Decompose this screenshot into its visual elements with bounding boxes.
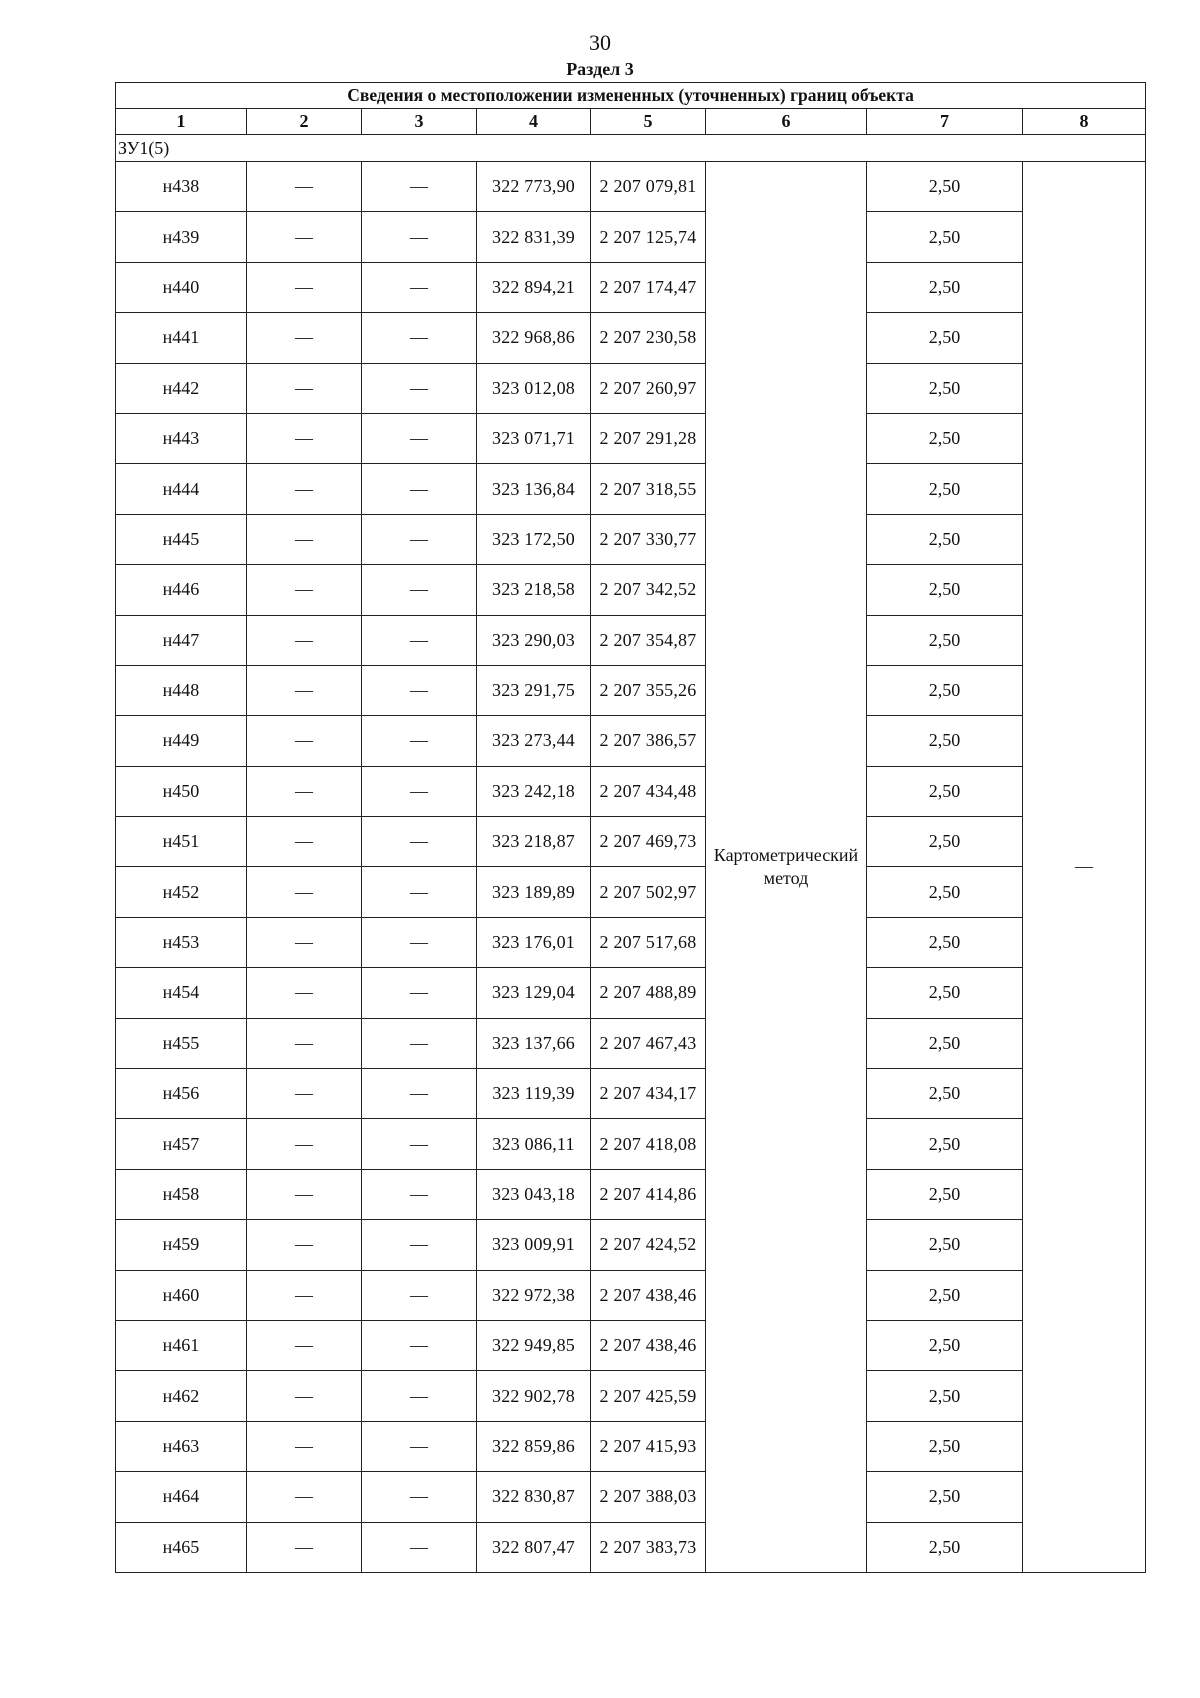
point-id-cell: н464 bbox=[116, 1472, 247, 1522]
table-row bbox=[116, 1119, 1146, 1169]
column-3-cell: — bbox=[362, 867, 477, 917]
y-coordinate-cell: 2 207 388,03 bbox=[591, 1472, 706, 1522]
accuracy-cell: 2,50 bbox=[867, 162, 1023, 212]
accuracy-cell: 2,50 bbox=[867, 917, 1023, 967]
column-header: 5 bbox=[591, 109, 706, 135]
column-2-cell: — bbox=[247, 615, 362, 665]
point-id-cell: н438 bbox=[116, 162, 247, 212]
y-coordinate-cell: 2 207 342,52 bbox=[591, 565, 706, 615]
y-coordinate-cell: 2 207 415,93 bbox=[591, 1421, 706, 1471]
accuracy-cell: 2,50 bbox=[867, 1522, 1023, 1572]
y-coordinate-cell: 2 207 355,26 bbox=[591, 665, 706, 715]
y-coordinate-cell: 2 207 438,46 bbox=[591, 1320, 706, 1370]
x-coordinate-cell: 323 176,01 bbox=[477, 917, 591, 967]
column-3-cell: — bbox=[362, 968, 477, 1018]
point-id-cell: н456 bbox=[116, 1069, 247, 1119]
y-coordinate-cell: 2 207 424,52 bbox=[591, 1220, 706, 1270]
y-coordinate-cell: 2 207 230,58 bbox=[591, 313, 706, 363]
y-coordinate-cell: 2 207 467,43 bbox=[591, 1018, 706, 1068]
table-row bbox=[116, 1169, 1146, 1219]
x-coordinate-cell: 323 012,08 bbox=[477, 363, 591, 413]
column-header: 8 bbox=[1023, 109, 1146, 135]
accuracy-cell: 2,50 bbox=[867, 1169, 1023, 1219]
y-coordinate-cell: 2 207 438,46 bbox=[591, 1270, 706, 1320]
accuracy-cell: 2,50 bbox=[867, 262, 1023, 312]
point-id-cell: н459 bbox=[116, 1220, 247, 1270]
point-id-cell: н450 bbox=[116, 766, 247, 816]
accuracy-cell: 2,50 bbox=[867, 716, 1023, 766]
column-2-cell: — bbox=[247, 1169, 362, 1219]
column-header: 2 bbox=[247, 109, 362, 135]
table-row bbox=[116, 817, 1146, 867]
column-2-cell: — bbox=[247, 1069, 362, 1119]
y-coordinate-cell: 2 207 174,47 bbox=[591, 262, 706, 312]
table-row bbox=[116, 1069, 1146, 1119]
column-header: 4 bbox=[477, 109, 591, 135]
point-id-cell: н463 bbox=[116, 1421, 247, 1471]
column-2-cell: — bbox=[247, 1119, 362, 1169]
x-coordinate-cell: 322 949,85 bbox=[477, 1320, 591, 1370]
x-coordinate-cell: 323 218,87 bbox=[477, 817, 591, 867]
x-coordinate-cell: 323 129,04 bbox=[477, 968, 591, 1018]
point-id-cell: н465 bbox=[116, 1522, 247, 1572]
accuracy-cell: 2,50 bbox=[867, 665, 1023, 715]
x-coordinate-cell: 323 119,39 bbox=[477, 1069, 591, 1119]
point-id-cell: н449 bbox=[116, 716, 247, 766]
y-coordinate-cell: 2 207 079,81 bbox=[591, 162, 706, 212]
column-2-cell: — bbox=[247, 766, 362, 816]
column-3-cell: — bbox=[362, 363, 477, 413]
point-id-cell: н460 bbox=[116, 1270, 247, 1320]
column-2-cell: — bbox=[247, 363, 362, 413]
table-row bbox=[116, 565, 1146, 615]
table-row bbox=[116, 1421, 1146, 1471]
point-id-cell: н454 bbox=[116, 968, 247, 1018]
column-2-cell: — bbox=[247, 212, 362, 262]
accuracy-cell: 2,50 bbox=[867, 1220, 1023, 1270]
table-row bbox=[116, 1270, 1146, 1320]
x-coordinate-cell: 322 968,86 bbox=[477, 313, 591, 363]
column-3-cell: — bbox=[362, 313, 477, 363]
table-row bbox=[116, 867, 1146, 917]
table-row bbox=[116, 464, 1146, 514]
y-coordinate-cell: 2 207 418,08 bbox=[591, 1119, 706, 1169]
y-coordinate-cell: 2 207 318,55 bbox=[591, 464, 706, 514]
x-coordinate-cell: 323 218,58 bbox=[477, 565, 591, 615]
column-3-cell: — bbox=[362, 1522, 477, 1572]
accuracy-cell: 2,50 bbox=[867, 313, 1023, 363]
column-8-cell: — bbox=[1023, 162, 1146, 1573]
column-2-cell: — bbox=[247, 514, 362, 564]
column-2-cell: — bbox=[247, 313, 362, 363]
point-id-cell: н457 bbox=[116, 1119, 247, 1169]
column-2-cell: — bbox=[247, 262, 362, 312]
x-coordinate-cell: 322 831,39 bbox=[477, 212, 591, 262]
column-3-cell: — bbox=[362, 665, 477, 715]
y-coordinate-cell: 2 207 434,17 bbox=[591, 1069, 706, 1119]
accuracy-cell: 2,50 bbox=[867, 817, 1023, 867]
section-title: Раздел 3 bbox=[566, 59, 634, 79]
column-3-cell: — bbox=[362, 565, 477, 615]
accuracy-cell: 2,50 bbox=[867, 565, 1023, 615]
column-2-cell: — bbox=[247, 1270, 362, 1320]
point-id-cell: н447 bbox=[116, 615, 247, 665]
point-id-cell: н440 bbox=[116, 262, 247, 312]
y-coordinate-cell: 2 207 434,48 bbox=[591, 766, 706, 816]
column-2-cell: — bbox=[247, 917, 362, 967]
column-3-cell: — bbox=[362, 766, 477, 816]
point-id-cell: н446 bbox=[116, 565, 247, 615]
point-id-cell: н458 bbox=[116, 1169, 247, 1219]
y-coordinate-cell: 2 207 517,68 bbox=[591, 917, 706, 967]
column-2-cell: — bbox=[247, 1371, 362, 1421]
column-header: 7 bbox=[867, 109, 1023, 135]
accuracy-cell: 2,50 bbox=[867, 867, 1023, 917]
column-3-cell: — bbox=[362, 1069, 477, 1119]
point-id-cell: н452 bbox=[116, 867, 247, 917]
accuracy-cell: 2,50 bbox=[867, 1472, 1023, 1522]
table-row bbox=[116, 413, 1146, 463]
accuracy-cell: 2,50 bbox=[867, 968, 1023, 1018]
x-coordinate-cell: 323 136,84 bbox=[477, 464, 591, 514]
table-row bbox=[116, 1320, 1146, 1370]
column-2-cell: — bbox=[247, 1018, 362, 1068]
table-row bbox=[116, 1018, 1146, 1068]
column-2-cell: — bbox=[247, 716, 362, 766]
column-2-cell: — bbox=[247, 1320, 362, 1370]
group-label: ЗУ1(5) bbox=[116, 135, 1146, 162]
column-3-cell: — bbox=[362, 615, 477, 665]
table-header-row bbox=[116, 109, 1146, 135]
column-3-cell: — bbox=[362, 1270, 477, 1320]
point-id-cell: н448 bbox=[116, 665, 247, 715]
column-2-cell: — bbox=[247, 665, 362, 715]
coordinates-table bbox=[115, 82, 1146, 1573]
accuracy-cell: 2,50 bbox=[867, 1119, 1023, 1169]
column-2-cell: — bbox=[247, 1472, 362, 1522]
column-3-cell: — bbox=[362, 1220, 477, 1270]
y-coordinate-cell: 2 207 488,89 bbox=[591, 968, 706, 1018]
y-coordinate-cell: 2 207 383,73 bbox=[591, 1522, 706, 1572]
column-2-cell: — bbox=[247, 867, 362, 917]
y-coordinate-cell: 2 207 125,74 bbox=[591, 212, 706, 262]
x-coordinate-cell: 323 291,75 bbox=[477, 665, 591, 715]
table-row bbox=[116, 716, 1146, 766]
column-2-cell: — bbox=[247, 1220, 362, 1270]
point-id-cell: н451 bbox=[116, 817, 247, 867]
table-caption-row bbox=[116, 83, 1146, 109]
x-coordinate-cell: 322 807,47 bbox=[477, 1522, 591, 1572]
table-row bbox=[116, 212, 1146, 262]
table-row bbox=[116, 1371, 1146, 1421]
column-2-cell: — bbox=[247, 817, 362, 867]
table-row bbox=[116, 615, 1146, 665]
group-row bbox=[116, 135, 1146, 162]
x-coordinate-cell: 323 290,03 bbox=[477, 615, 591, 665]
point-id-cell: н461 bbox=[116, 1320, 247, 1370]
accuracy-cell: 2,50 bbox=[867, 1270, 1023, 1320]
accuracy-cell: 2,50 bbox=[867, 1069, 1023, 1119]
point-id-cell: н445 bbox=[116, 514, 247, 564]
y-coordinate-cell: 2 207 425,59 bbox=[591, 1371, 706, 1421]
column-3-cell: — bbox=[362, 1421, 477, 1471]
accuracy-cell: 2,50 bbox=[867, 615, 1023, 665]
accuracy-cell: 2,50 bbox=[867, 1371, 1023, 1421]
column-3-cell: — bbox=[362, 1169, 477, 1219]
point-id-cell: н443 bbox=[116, 413, 247, 463]
table-row bbox=[116, 1220, 1146, 1270]
column-3-cell: — bbox=[362, 514, 477, 564]
accuracy-cell: 2,50 bbox=[867, 514, 1023, 564]
x-coordinate-cell: 322 773,90 bbox=[477, 162, 591, 212]
column-3-cell: — bbox=[362, 162, 477, 212]
y-coordinate-cell: 2 207 354,87 bbox=[591, 615, 706, 665]
accuracy-cell: 2,50 bbox=[867, 1018, 1023, 1068]
column-3-cell: — bbox=[362, 716, 477, 766]
column-3-cell: — bbox=[362, 1119, 477, 1169]
accuracy-cell: 2,50 bbox=[867, 766, 1023, 816]
x-coordinate-cell: 323 043,18 bbox=[477, 1169, 591, 1219]
column-3-cell: — bbox=[362, 1320, 477, 1370]
column-2-cell: — bbox=[247, 1522, 362, 1572]
column-header: 1 bbox=[116, 109, 247, 135]
accuracy-cell: 2,50 bbox=[867, 212, 1023, 262]
column-3-cell: — bbox=[362, 212, 477, 262]
y-coordinate-cell: 2 207 291,28 bbox=[591, 413, 706, 463]
table-row bbox=[116, 1522, 1146, 1572]
column-2-cell: — bbox=[247, 413, 362, 463]
y-coordinate-cell: 2 207 502,97 bbox=[591, 867, 706, 917]
point-id-cell: н441 bbox=[116, 313, 247, 363]
column-3-cell: — bbox=[362, 464, 477, 514]
accuracy-cell: 2,50 bbox=[867, 1320, 1023, 1370]
y-coordinate-cell: 2 207 414,86 bbox=[591, 1169, 706, 1219]
column-3-cell: — bbox=[362, 262, 477, 312]
table-row bbox=[116, 313, 1146, 363]
y-coordinate-cell: 2 207 330,77 bbox=[591, 514, 706, 564]
accuracy-cell: 2,50 bbox=[867, 413, 1023, 463]
point-id-cell: н439 bbox=[116, 212, 247, 262]
column-2-cell: — bbox=[247, 565, 362, 615]
x-coordinate-cell: 322 859,86 bbox=[477, 1421, 591, 1471]
accuracy-cell: 2,50 bbox=[867, 363, 1023, 413]
column-3-cell: — bbox=[362, 1472, 477, 1522]
table-row bbox=[116, 363, 1146, 413]
x-coordinate-cell: 323 137,66 bbox=[477, 1018, 591, 1068]
column-2-cell: — bbox=[247, 162, 362, 212]
accuracy-cell: 2,50 bbox=[867, 1421, 1023, 1471]
point-id-cell: н453 bbox=[116, 917, 247, 967]
page-number: 30 bbox=[589, 30, 611, 55]
table-row bbox=[116, 162, 1146, 212]
x-coordinate-cell: 322 894,21 bbox=[477, 262, 591, 312]
column-header: 6 bbox=[706, 109, 867, 135]
method-cell: Картометрический метод bbox=[706, 162, 867, 1573]
y-coordinate-cell: 2 207 386,57 bbox=[591, 716, 706, 766]
table-row bbox=[116, 968, 1146, 1018]
column-2-cell: — bbox=[247, 1421, 362, 1471]
x-coordinate-cell: 323 189,89 bbox=[477, 867, 591, 917]
y-coordinate-cell: 2 207 469,73 bbox=[591, 817, 706, 867]
table-row bbox=[116, 514, 1146, 564]
table-row bbox=[116, 262, 1146, 312]
x-coordinate-cell: 323 009,91 bbox=[477, 1220, 591, 1270]
table-row bbox=[116, 665, 1146, 715]
point-id-cell: н444 bbox=[116, 464, 247, 514]
column-3-cell: — bbox=[362, 413, 477, 463]
table-row bbox=[116, 1472, 1146, 1522]
x-coordinate-cell: 322 972,38 bbox=[477, 1270, 591, 1320]
point-id-cell: н442 bbox=[116, 363, 247, 413]
column-header: 3 bbox=[362, 109, 477, 135]
point-id-cell: н462 bbox=[116, 1371, 247, 1421]
column-3-cell: — bbox=[362, 817, 477, 867]
x-coordinate-cell: 323 086,11 bbox=[477, 1119, 591, 1169]
x-coordinate-cell: 323 242,18 bbox=[477, 766, 591, 816]
x-coordinate-cell: 322 830,87 bbox=[477, 1472, 591, 1522]
table-caption: Сведения о местоположении измененных (уточненных) границ объекта bbox=[116, 83, 1146, 109]
column-2-cell: — bbox=[247, 464, 362, 514]
x-coordinate-cell: 323 071,71 bbox=[477, 413, 591, 463]
column-2-cell: — bbox=[247, 968, 362, 1018]
x-coordinate-cell: 322 902,78 bbox=[477, 1371, 591, 1421]
column-3-cell: — bbox=[362, 1018, 477, 1068]
x-coordinate-cell: 323 172,50 bbox=[477, 514, 591, 564]
column-3-cell: — bbox=[362, 917, 477, 967]
x-coordinate-cell: 323 273,44 bbox=[477, 716, 591, 766]
table-row bbox=[116, 766, 1146, 816]
column-3-cell: — bbox=[362, 1371, 477, 1421]
point-id-cell: н455 bbox=[116, 1018, 247, 1068]
accuracy-cell: 2,50 bbox=[867, 464, 1023, 514]
y-coordinate-cell: 2 207 260,97 bbox=[591, 363, 706, 413]
table-row bbox=[116, 917, 1146, 967]
